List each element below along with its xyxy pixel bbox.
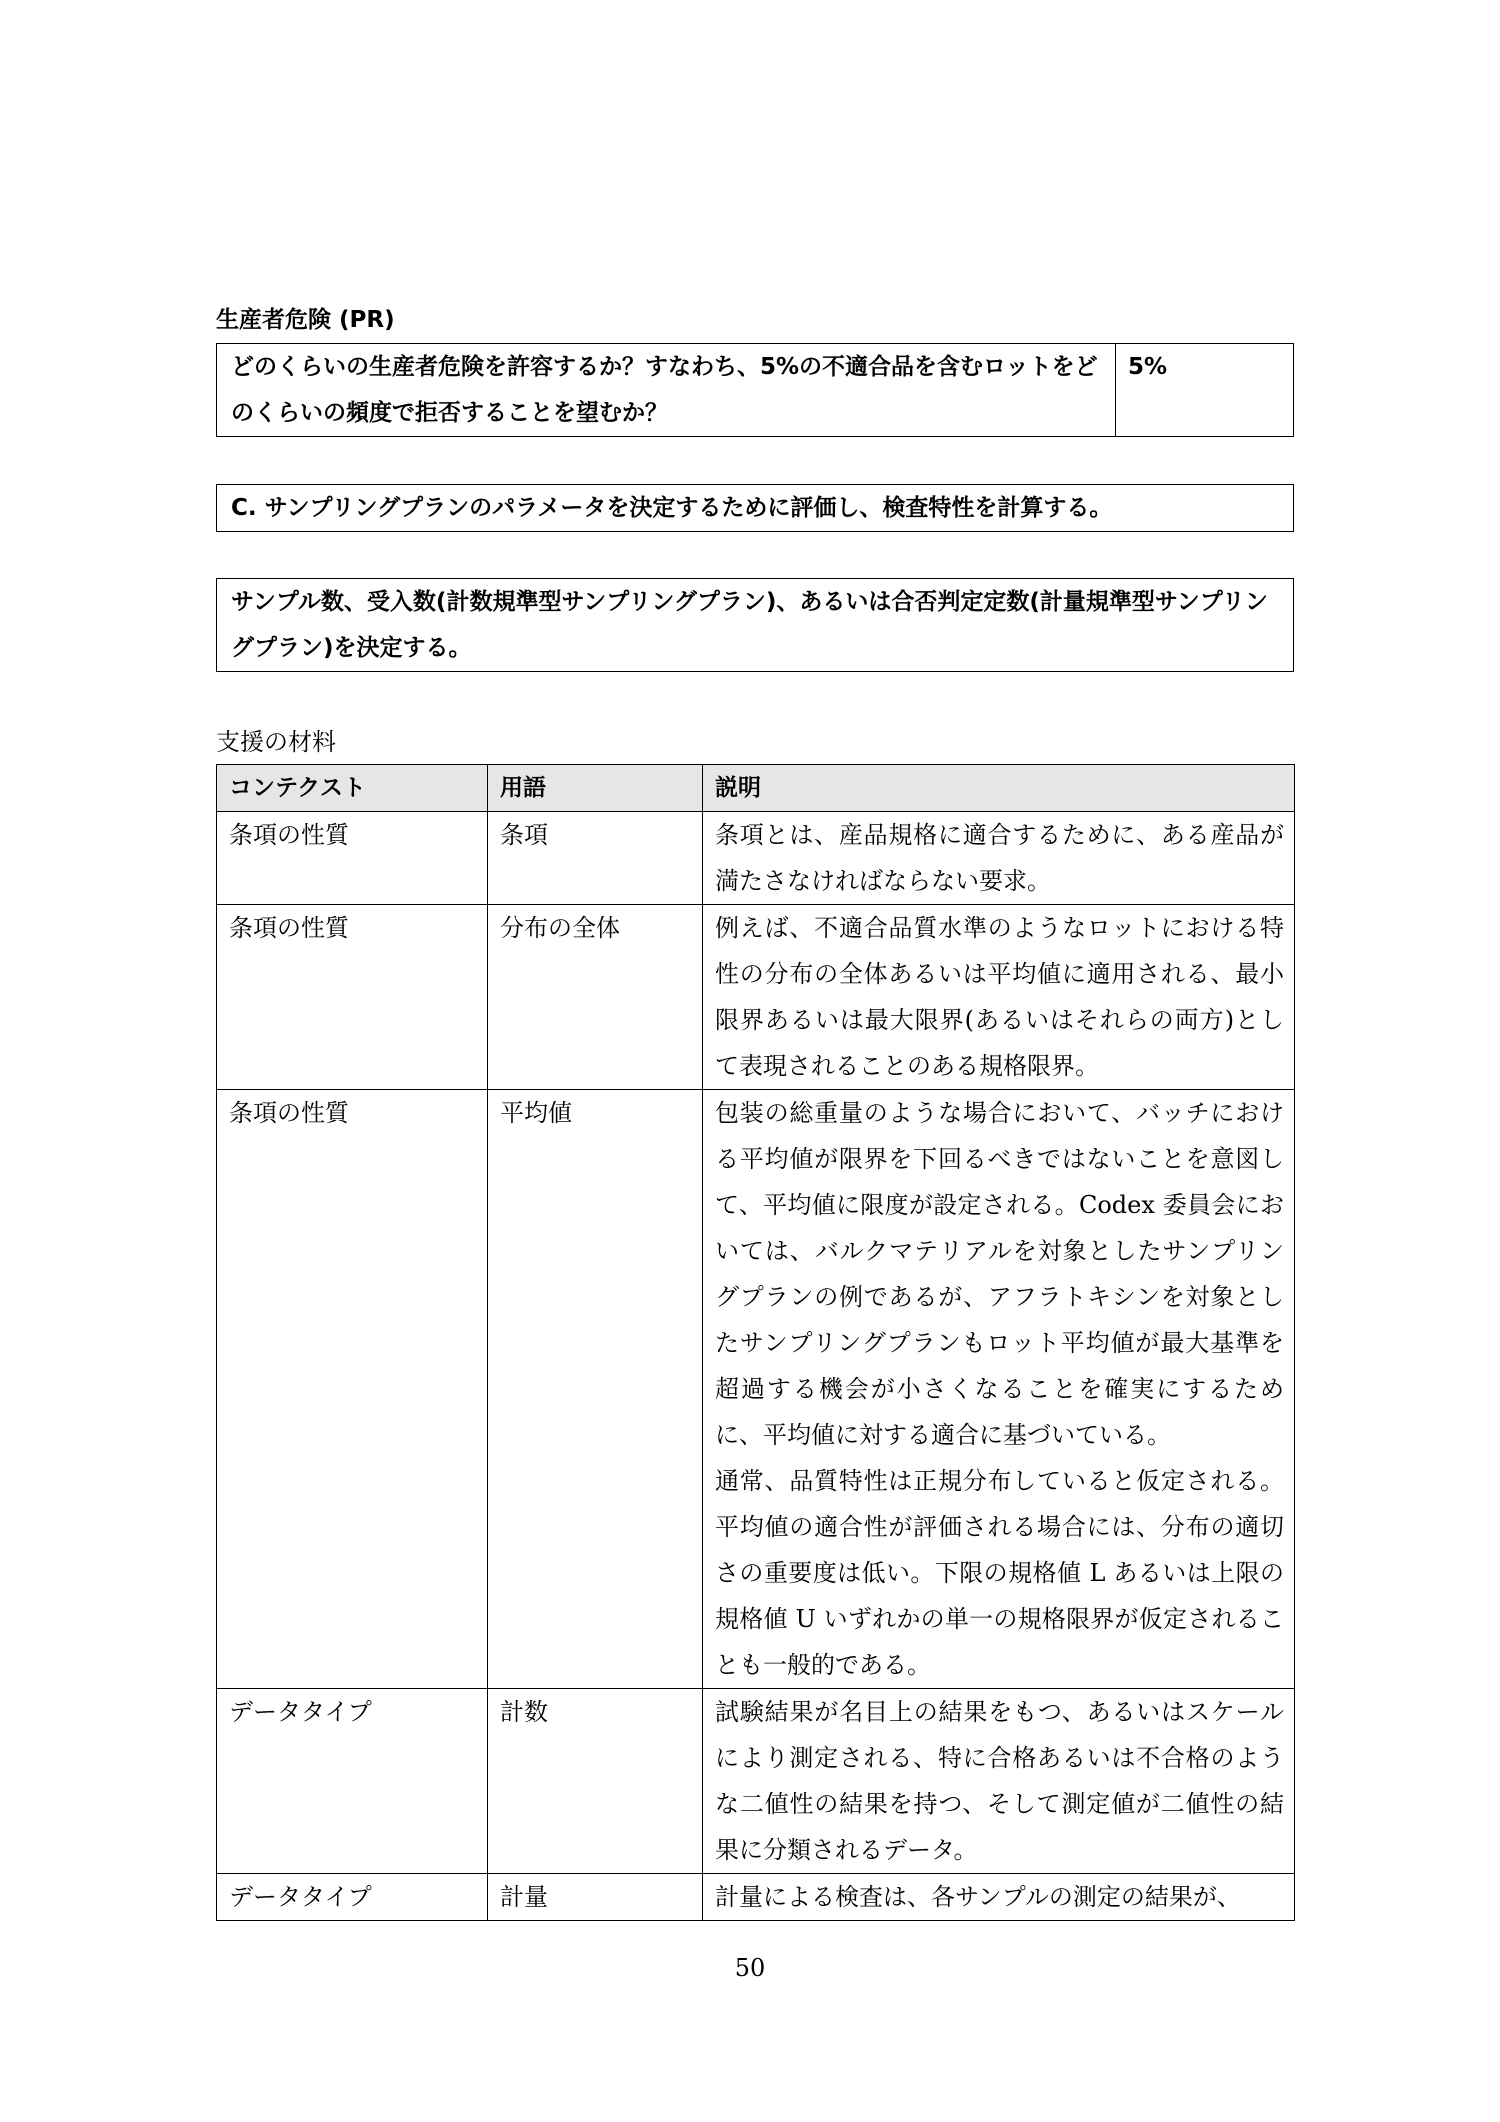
cell-context: 条項の性質 [217,905,488,1090]
cell-description [703,1874,1295,1921]
producer-risk-value: 5% [1128,354,1168,380]
description-paragraph: 試験結果が名目上の結果をもつ、あるいはスケールにより測定される、特に合格あるいは不合格のような二値性の結果を持つ、そして測定値が二値性の結果に分類されるデータ。 [715,1698,1284,1864]
cell-description [703,905,1295,1090]
section-heading-producer-risk: 生産者危険 (PR) [216,307,395,333]
cell-term: 分布の全体 [488,905,703,1090]
table-row [217,812,1295,905]
description-paragraph: 条項とは、産品規格に適合するために、ある産品が満たさなければならない要求。 [715,821,1284,895]
cell-description [703,812,1295,905]
support-materials-table [216,764,1295,1921]
description-paragraph: 通常、品質特性は正規分布していると仮定される。平均値の適合性が評価される場合には、分布の適切さの重要度は低い。下限の規格値 L あるいは上限の規格値 U いずれかの単一の規格限界が仮定されることも一般的である。 [715,1467,1284,1679]
cell-description [703,1689,1295,1874]
section-c-box: C. サンプリングプランのパラメータを決定するために評価し、検査特性を計算する。 [216,484,1294,532]
cell-context: データタイプ [217,1689,488,1874]
cell-context: データタイプ [217,1874,488,1921]
cell-term: 平均値 [488,1090,703,1689]
table-header-row [217,765,1295,812]
sample-size-box: サンプル数、受入数(計数規準型サンプリングプラン)、あるいは合否判定定数(計量規準型サンプリングプラン)を決定する。 [216,578,1294,672]
cell-term: 計数 [488,1689,703,1874]
support-materials-label: 支援の材料 [216,728,336,756]
column-header-context: コンテクスト [217,765,488,812]
table-row [217,1090,1295,1689]
cell-term: 計量 [488,1874,703,1921]
cell-term: 条項 [488,812,703,905]
description-paragraph: 包装の総重量のような場合において、バッチにおける平均値が限界を下回るべきではないことを意図して、平均値に限度が設定される。Codex 委員会においては、バルクマテリアルを対象としたサンプリングプランの例であるが、アフラトキシンを対象としたサンプリングプランもロット平均値が最大基準を超過する機会が小さくなることを確実にするために、平均値に対する適合に基づいている。 [715,1099,1284,1449]
cell-context: 条項の性質 [217,1090,488,1689]
description-paragraph: 計量による検査は、各サンプルの測定の結果が、 [715,1883,1241,1911]
producer-risk-question: どのくらいの生産者危険を許容するか？すなわち、5%の不適合品を含むロットをどのくらいの頻度で拒否することを望むか？ [217,344,1116,436]
cell-context: 条項の性質 [217,812,488,905]
description-paragraph: 例えば、不適合品質水準のようなロットにおける特性の分布の全体あるいは平均値に適用される、最小限界あるいは最大限界(あるいはそれらの両方)として表現されることのある規格限界。 [715,914,1284,1080]
column-header-description: 説明 [703,765,1295,812]
table-row [217,1689,1295,1874]
producer-risk-box [216,343,1294,437]
table-row [217,1874,1295,1921]
page-number: 50 [734,1954,766,1982]
table-row [217,905,1295,1090]
cell-description [703,1090,1295,1689]
column-header-term: 用語 [488,765,703,812]
